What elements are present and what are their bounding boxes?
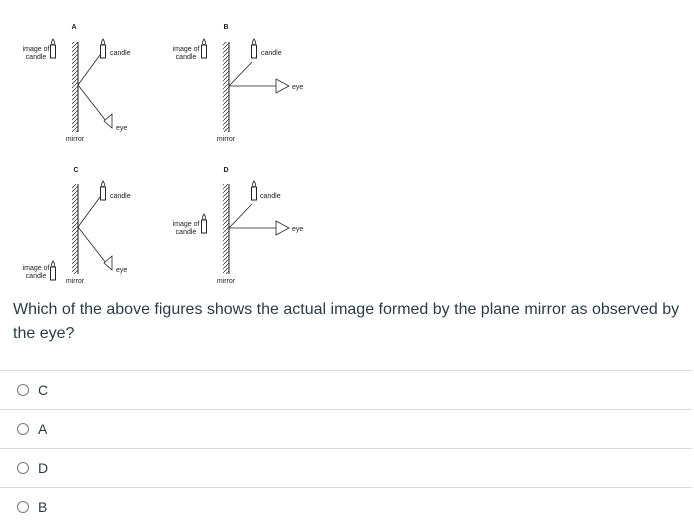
candle-b — [252, 39, 257, 58]
image-label-d-2: candle — [175, 229, 197, 236]
mirror-label-d: mirror — [216, 278, 236, 285]
mirror-label-b: mirror — [216, 136, 236, 143]
mirror-c — [72, 184, 78, 274]
candle-label-b: candle — [261, 50, 282, 57]
image-label-d-1: image of — [172, 221, 200, 228]
image-label-b-1: image of — [172, 46, 200, 53]
panel-letter-c: C — [73, 167, 79, 174]
option-c[interactable] — [0, 370, 692, 409]
candle-a — [101, 39, 106, 58]
eye-label-c: eye — [116, 267, 128, 274]
image-label-a-2: candle — [25, 54, 47, 61]
image-label-b-2: candle — [175, 54, 197, 61]
panel-letter-d: D — [223, 167, 229, 174]
eye-label-a: eye — [116, 125, 128, 132]
option-label: B — [38, 499, 48, 515]
mirror-a — [72, 42, 78, 132]
mirror-b — [223, 42, 229, 132]
eye-label-d: eye — [292, 226, 304, 233]
panel-letter-b: B — [223, 24, 229, 31]
candle-label-d: candle — [260, 193, 281, 200]
question-text: Which of the above figures shows the actual image formed by the plane mirror as observed by the eye? — [13, 301, 680, 342]
panel-d — [173, 167, 304, 285]
image-label-c-2: candle — [25, 273, 47, 280]
option-d[interactable] — [0, 448, 692, 487]
candle-c — [101, 181, 106, 200]
mirror-label-c: mirror — [65, 278, 85, 285]
image-candle-b — [202, 39, 207, 58]
panel-b — [173, 24, 304, 143]
answer-options — [0, 370, 692, 526]
panel-a — [23, 24, 131, 143]
candle-label-a: candle — [110, 50, 131, 57]
radio-button[interactable] — [17, 384, 29, 396]
radio-button[interactable] — [17, 423, 29, 435]
panel-c — [23, 167, 131, 285]
image-label-a-1: image of — [22, 46, 50, 53]
panel-letter-a: A — [71, 24, 77, 31]
option-label: C — [38, 382, 49, 398]
mirror-d — [223, 184, 229, 274]
radio-button[interactable] — [17, 501, 29, 513]
option-b[interactable] — [0, 487, 692, 526]
candle-label-c: candle — [110, 193, 131, 200]
image-candle-c — [51, 261, 56, 280]
candle-d — [252, 181, 257, 200]
option-label: D — [38, 460, 49, 476]
image-candle-d — [202, 214, 207, 233]
image-candle-a — [51, 39, 56, 58]
radio-button[interactable] — [17, 462, 29, 474]
option-a[interactable] — [0, 409, 692, 448]
mirror-label-a: mirror — [65, 136, 85, 143]
image-label-c-1: image of — [22, 265, 50, 272]
eye-label-b: eye — [292, 84, 304, 91]
option-label: A — [38, 421, 48, 437]
